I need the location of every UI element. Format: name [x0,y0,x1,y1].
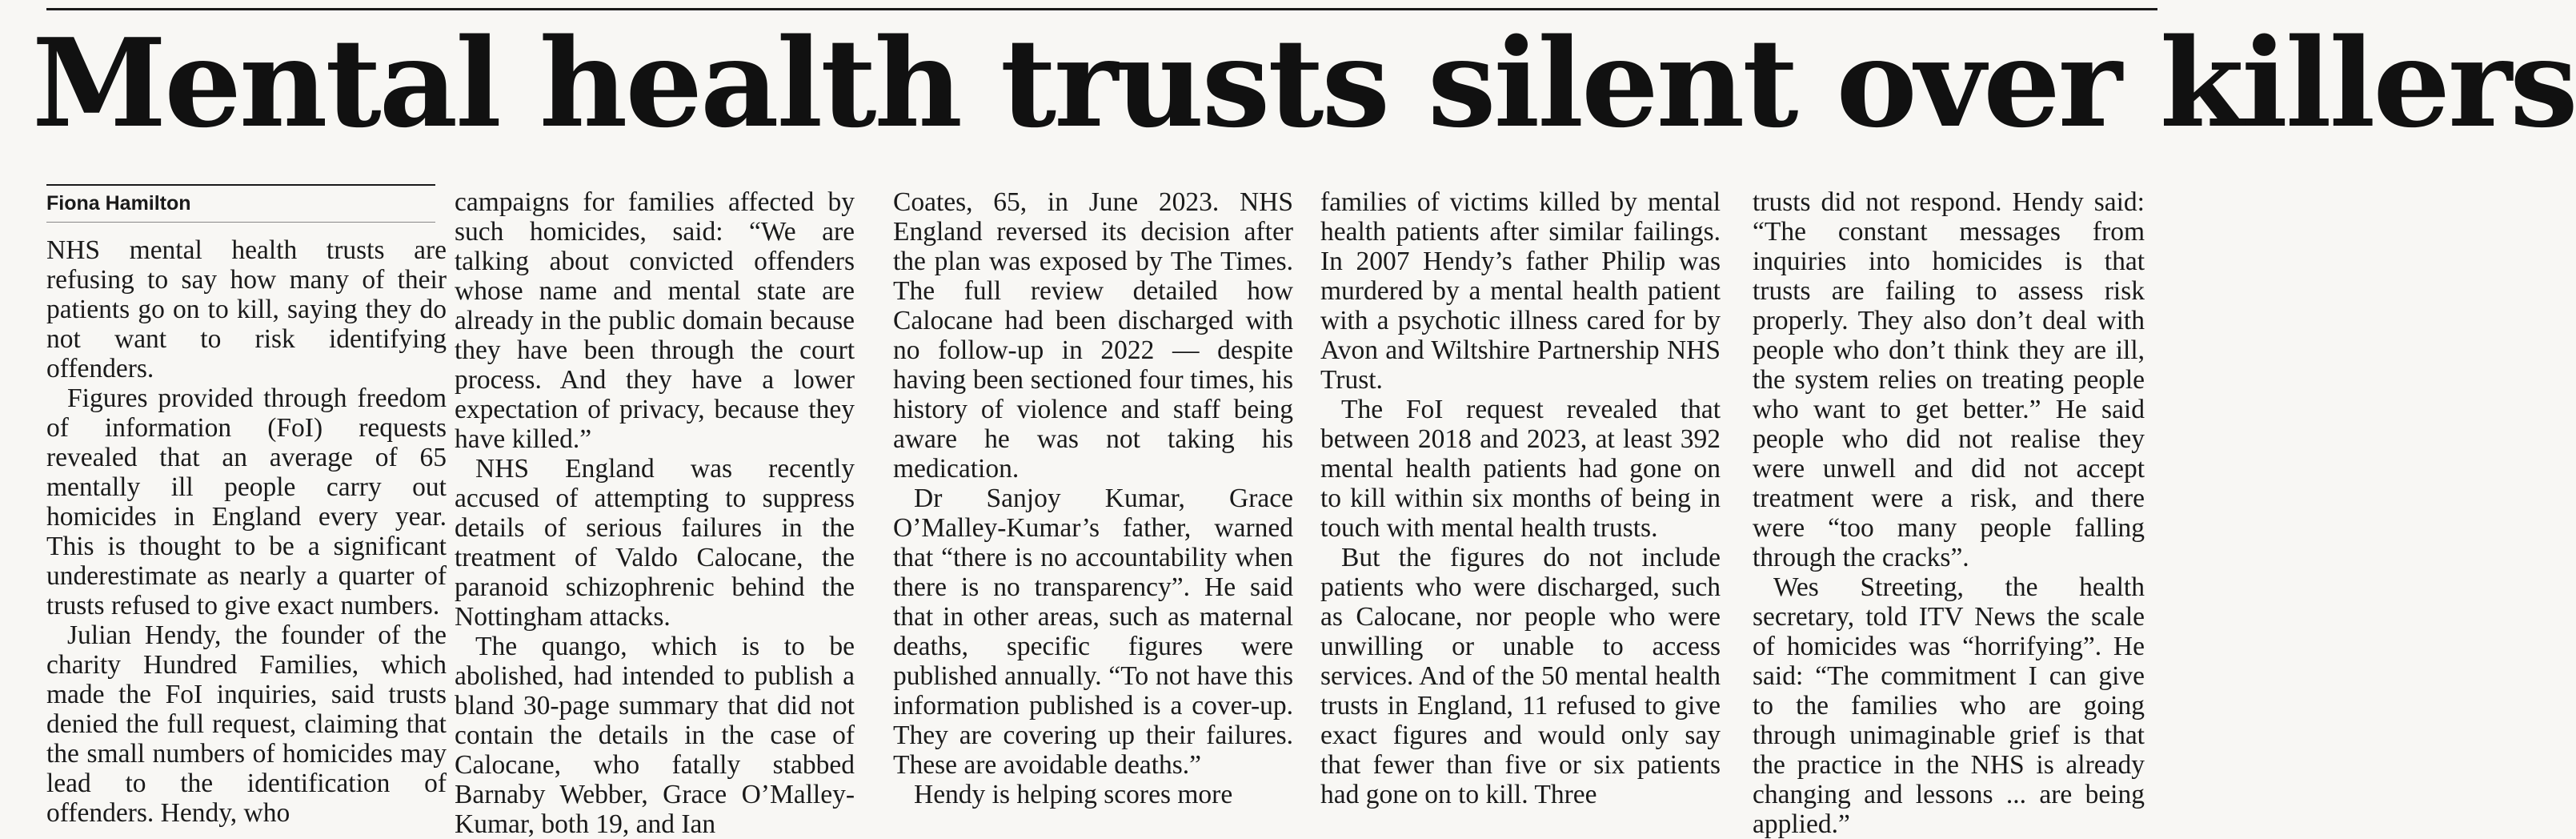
paragraph: Wes Streeting, the health secretary, told ITV News the scale of homicides was “horrifying”. He said: “The commitment I can give to the families who are going through unimaginable grief is that the practice in the NHS is already changing and lessons ... are being applied.” [1753,572,2145,839]
paragraph: NHS England was recently accused of attempting to suppress details of serious failures in the treatment of Valdo Calocane, the paranoid schizophrenic behind the Nottingham attacks. [455,454,855,632]
paragraph: The quango, which is to be abolished, had intended to publish a bland 30-page summary that did not contain the details in the case of Calocane, who fatally stabbed Barnaby Webber, Grace O’Malley-Kumar, both 19, and Ian [455,632,855,839]
paragraph: families of victims killed by mental health patients after similar failings. In 2007 Hendy’s father Philip was murdered by a mental health patient with a psychotic illness cared for by Avon and Wiltshire Partnership NHS Trust. [1320,187,1721,395]
paragraph: Julian Hendy, the founder of the charity Hundred Families, which made the FoI inquiries, said trusts denied the full request, claiming that the small numbers of homicides may lead to the identification of offenders. Hendy, who [46,620,447,828]
paragraph: Dr Sanjoy Kumar, Grace O’Malley-Kumar’s father, warned that “there is no accountability when there is no transparency”. He said that in other areas, such as maternal deaths, specific figures were published annually. “To not have this information published is a cover-up. They are covering up their failures. These are avoidable deaths.” [893,484,1293,780]
paragraph: campaigns for families affected by such homicides, said: “We are talking about convicted offenders whose name and mental state are already in the public domain because they have been through the court process. And they have a lower expectation of privacy, because they have killed.” [455,187,855,454]
paragraph: NHS mental health trusts are refusing to say how many of their patients go on to kill, saying they do not want to risk identifying offenders. [46,235,447,383]
paragraph: Figures provided through freedom of information (FoI) requests revealed that an average of 65 mentally ill people carry out homicides in England every year. This is thought to be a significant underestimate as nearly a quarter of trusts refused to give exact numbers. [46,383,447,620]
article-column-2 [455,187,855,839]
byline-rule [46,184,435,186]
paragraph: trusts did not respond. Hendy said: “The constant messages from inquiries into homicides is that trusts are failing to assess risk properly. They also don’t deal with people who don’t think they are ill, the system relies on treating people who want to get better.” He said people who did not realise they were unwell and did not accept treatment were a risk, and there were “too many people falling through the cracks”. [1753,187,2145,572]
byline: Fiona Hamilton [46,192,191,215]
paragraph: Hendy is helping scores more [914,780,1233,809]
article-column-3 [893,187,1293,809]
article-column-4 [1320,187,1721,809]
top-rule [46,8,2157,10]
article-column-5 [1753,187,2145,839]
paragraph: The FoI request revealed that between 2018 and 2023, at least 392 mental health patients had gone on to kill within six months of being in touch with mental health trusts. [1320,395,1721,543]
paragraph: Coates, 65, in June 2023. NHS England reversed its decision after the plan was exposed by The Times. The full review detailed how Calocane had been discharged with no follow-up in 2022 — despite having been sectioned four times, his history of violence and staff being aware he was not taking his medication. [893,187,1293,484]
paragraph: But the figures do not include patients who were discharged, such as Calocane, nor people who were unwilling or unable to access services. And of the 50 mental health trusts in England, 11 refused to give exact figures and would only say that fewer than five or six patients had gone on to kill. Three [1320,543,1721,809]
headline: Mental health trusts silent over killers [32,11,2576,155]
article-column-1 [46,235,447,828]
byline-divider [46,222,435,223]
